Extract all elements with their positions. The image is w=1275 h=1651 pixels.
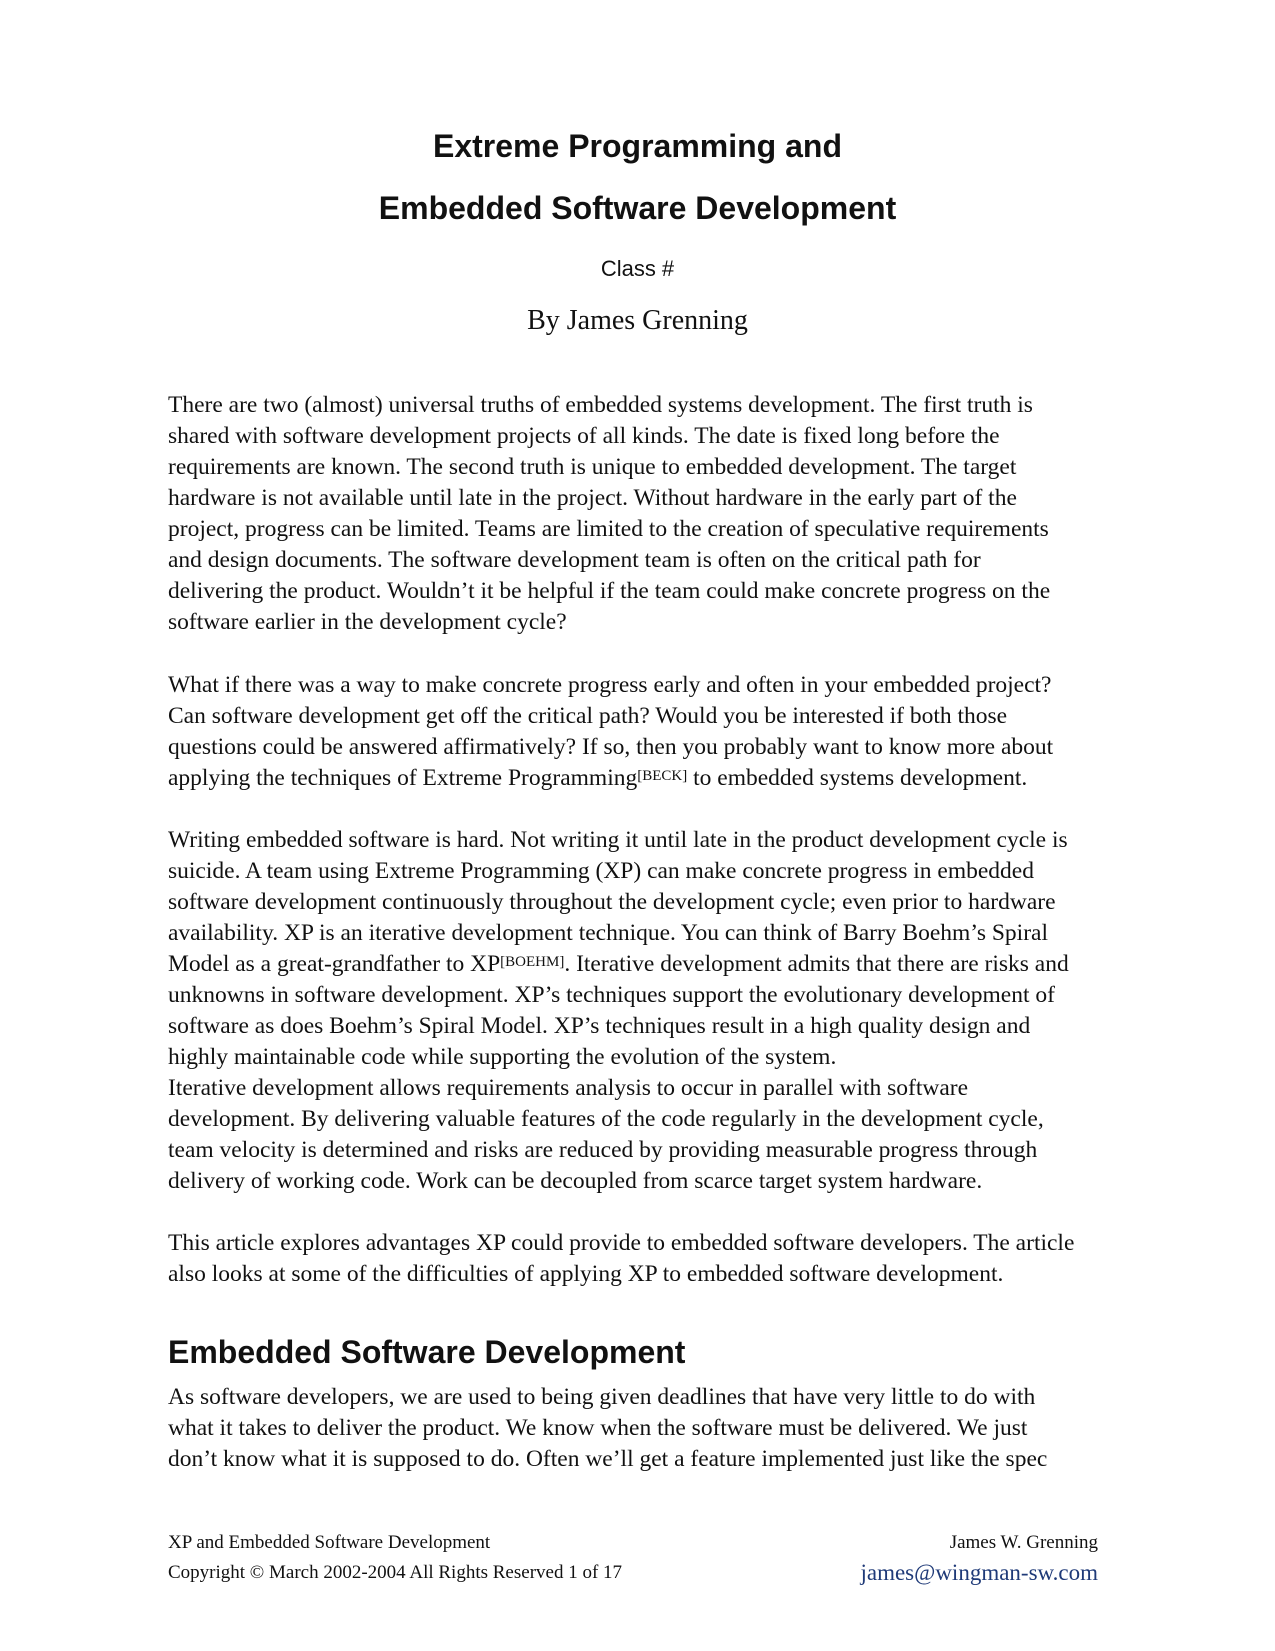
text-line (168, 949, 1148, 980)
footer-left (168, 1528, 622, 1588)
text-segment: and design documents. The software development team is often on the critical path for (168, 547, 981, 573)
text-line (168, 607, 1148, 638)
text-line (168, 763, 1148, 794)
text-line (168, 1413, 1148, 1444)
text-segment: This article explores advantages XP could provide to embedded software developers. The article (168, 1230, 1075, 1256)
paragraph (168, 390, 1148, 638)
text-line (168, 421, 1148, 452)
text-segment: Iterative development allows requirements analysis to occur in parallel with software (168, 1075, 969, 1101)
text-segment: requirements are known. The second truth is unique to embedded development. The target (168, 454, 1017, 480)
title-line-2: Embedded Software Development (378, 190, 897, 226)
text-line (168, 1073, 1148, 1104)
text-segment: highly maintainable code while supporting the evolution of the system. (168, 1044, 837, 1070)
text-line (168, 1104, 1148, 1135)
title-line-1: Extreme Programming and (433, 128, 842, 164)
paragraph (168, 825, 1148, 1073)
text-segment: delivering the product. Wouldn’t it be helpful if the team could make concrete progress on the (168, 578, 1051, 604)
byline: By James Grenning (527, 305, 748, 336)
text-segment: Can software development get off the critical path? Would you be interested if both those (168, 703, 1008, 729)
paragraph (168, 1073, 1148, 1197)
text-segment: Writing embedded software is hard. Not writing it until late in the product development cycle is (168, 827, 1068, 853)
text-line (168, 576, 1148, 607)
footer-author: James W. Grenning (949, 1532, 1098, 1553)
text-segment: delivery of working code. Work can be decoupled from scarce target system hardware. (168, 1168, 983, 1194)
text-line (168, 980, 1148, 1011)
text-segment: hardware is not available until late in the project. Without hardware in the early part of the (168, 485, 1017, 511)
text-line (168, 1228, 1148, 1259)
text-segment: also looks at some of the difficulties of applying XP to embedded software development. (168, 1261, 1004, 1287)
text-line (168, 1259, 1148, 1290)
section-heading: Embedded Software Development (168, 1334, 686, 1370)
text-line (168, 732, 1148, 763)
footer-copyright: Copyright © March 2002-2004 All Rights Reserved 1 of 17 (168, 1562, 623, 1583)
text-segment: software as does Boehm’s Spiral Model. XP’s techniques result in a high quality design and (168, 1013, 1031, 1039)
text-segment: availability. XP is an iterative development technique. You can think of Barry Boehm’s Spiral (168, 920, 1048, 946)
text-line (168, 483, 1148, 514)
text-segment: unknowns in software development. XP’s techniques support the evolutionary development of (168, 982, 1055, 1008)
text-segment: software development continuously throughout the development cycle; even prior to hardware (168, 889, 1056, 915)
text-line (168, 1042, 1148, 1073)
citation-superscript: [BOEHM] (500, 954, 565, 970)
text-segment: to embedded systems development. (687, 765, 1028, 791)
footer-right (860, 1528, 1098, 1588)
footer-email-link[interactable]: james@wingman-sw.com (860, 1560, 1098, 1585)
text-segment: . Iterative development admits that there are risks and (564, 951, 1069, 977)
text-segment: what it takes to deliver the product. We know when the software must be delivered. We just (168, 1415, 1028, 1441)
text-line (168, 1166, 1148, 1197)
text-segment: shared with software development projects of all kinds. The date is fixed long before the (168, 423, 1000, 449)
text-line (168, 390, 1148, 421)
text-segment: Model as a great-grandfather to XP (168, 951, 501, 977)
text-line (168, 887, 1148, 918)
text-line (168, 545, 1148, 576)
text-line (168, 1382, 1148, 1413)
text-line (168, 452, 1148, 483)
footer-doc-title: XP and Embedded Software Development (168, 1532, 491, 1553)
text-line (168, 856, 1148, 887)
text-segment: software earlier in the development cycle? (168, 609, 567, 635)
paragraph (168, 1228, 1148, 1290)
text-segment: don’t know what it is supposed to do. Often we’ll get a feature implemented just like the spec (168, 1446, 1048, 1472)
citation-superscript: [BECK] (637, 768, 688, 784)
text-segment: suicide. A team using Extreme Programming (XP) can make concrete progress in embedded (168, 858, 1034, 884)
text-line (168, 825, 1148, 856)
text-segment: development. By delivering valuable features of the code regularly in the development cycle, (168, 1106, 1044, 1132)
text-segment: What if there was a way to make concrete progress early and often in your embedded project? (168, 672, 1052, 698)
text-segment: As software developers, we are used to being given deadlines that have very little to do with (168, 1384, 1036, 1410)
class-label: Class # (600, 256, 675, 281)
text-line (168, 918, 1148, 949)
text-line (168, 514, 1148, 545)
paragraph (168, 670, 1148, 794)
text-line (168, 670, 1148, 701)
text-segment: There are two (almost) universal truths of embedded systems development. The first truth is (168, 392, 1033, 418)
text-segment: questions could be answered affirmatively? If so, then you probably want to know more about (168, 734, 1054, 760)
text-segment: applying the techniques of Extreme Programming (168, 765, 638, 791)
text-line (168, 701, 1148, 732)
text-line (168, 1135, 1148, 1166)
section-paragraph (168, 1382, 1148, 1475)
text-segment: project, progress can be limited. Teams are limited to the creation of speculative requirements (168, 516, 1049, 542)
text-segment: team velocity is determined and risks are reduced by providing measurable progress through (168, 1137, 1038, 1163)
text-line (168, 1011, 1148, 1042)
text-line (168, 1444, 1148, 1475)
